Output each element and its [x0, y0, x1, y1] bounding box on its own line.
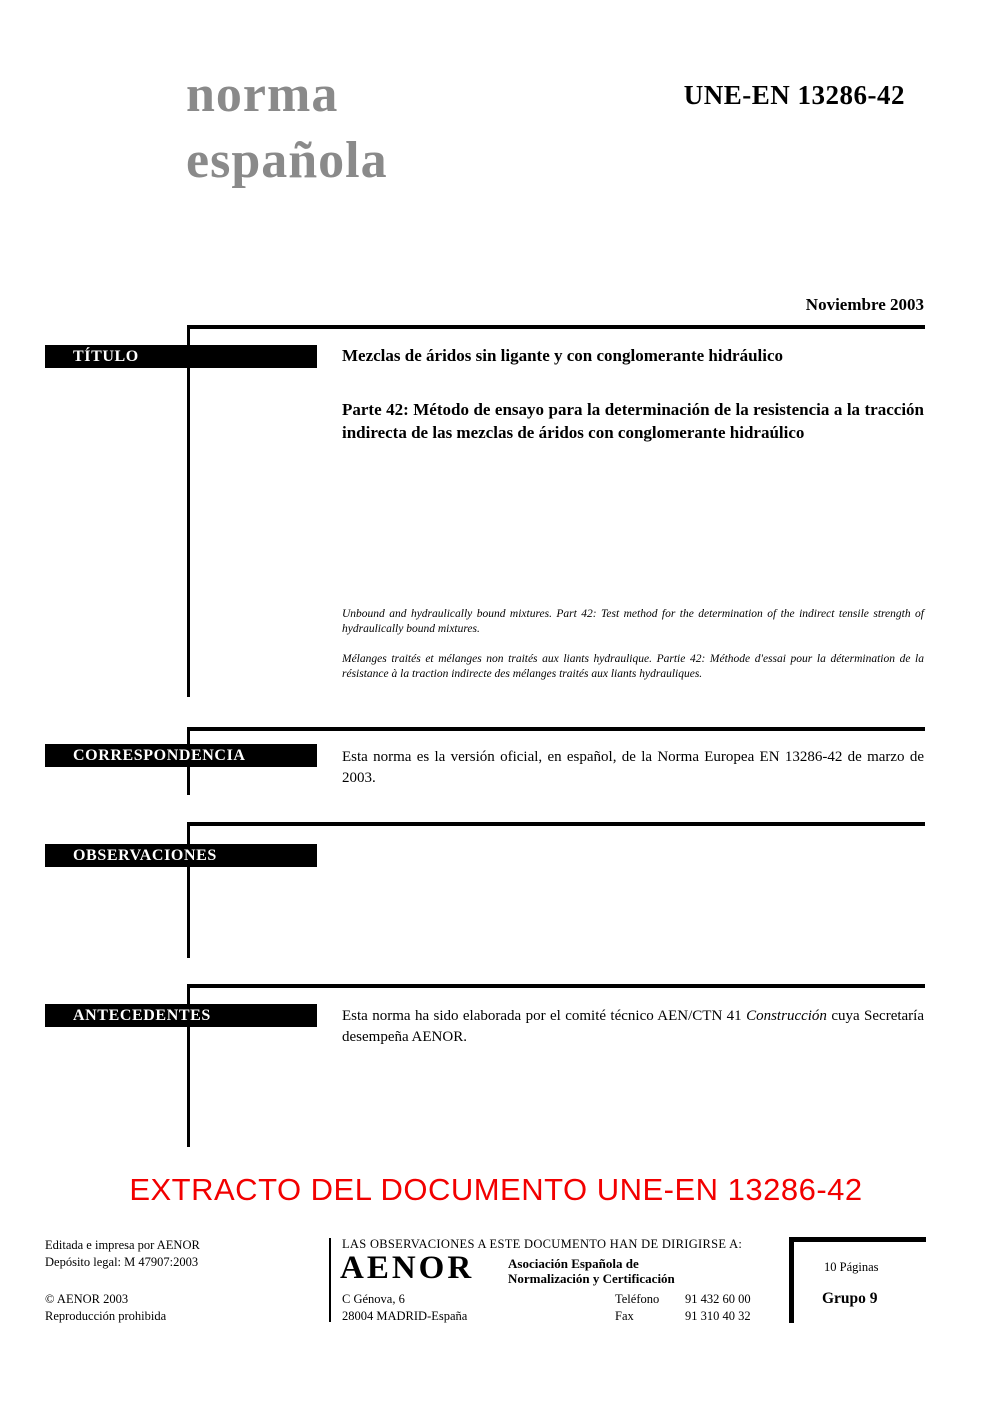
standard-code: UNE-EN 13286-42: [683, 80, 905, 110]
phone-label: Teléfono: [615, 1292, 660, 1306]
footer-publisher-block: [45, 1237, 200, 1271]
org-name-line-2: Normalización y Certificación: [508, 1271, 675, 1286]
fax-value: 91 310 40 32: [685, 1309, 751, 1323]
address-line-1: C Génova, 6: [342, 1292, 405, 1306]
aenor-org-name: [508, 1256, 675, 1286]
group-box-top-border: [789, 1237, 926, 1242]
antecedentes-label-bar: ANTECEDENTES: [45, 1004, 317, 1027]
title-english-translation: Unbound and hydraulically bound mixtures. Part 42: Test method for the determination of the indirect tensile strength of hydraulically bound mixtures.: [342, 608, 924, 635]
footer-reproduction-line: Reproducción prohibida: [45, 1309, 167, 1323]
extract-notice: EXTRACTO DEL DOCUMENTO UNE-EN 13286-42: [129, 1172, 863, 1207]
footer-divider: [329, 1238, 331, 1322]
antecedentes-text: [342, 1006, 924, 1048]
title-part-paragraph: Parte 42: Método de ensayo para la determinación de la resistencia a la tracción indirecta de las mezclas de áridos con conglomerante hidraúlico: [342, 400, 924, 442]
titulo-top-rule: [188, 325, 925, 329]
group-number: Grupo 9: [822, 1290, 878, 1307]
address-line-2: 28004 MADRID-España: [342, 1309, 468, 1323]
footer-published-line: Editada e impresa por AENOR: [45, 1238, 200, 1252]
observaciones-vertical-rule: [187, 822, 190, 958]
title-main-line: Mezclas de áridos sin ligante y con conglomerante hidráulico: [342, 346, 784, 365]
antecedentes-committee-name: Construcción: [746, 1008, 827, 1024]
correspondencia-text: Esta norma es la versión oficial, en español, de la Norma Europea EN 13286-42 de marzo de 2003.: [342, 749, 924, 786]
footer-notice: LAS OBSERVACIONES A ESTE DOCUMENTO HAN DE DIRIGIRSE A:: [342, 1237, 743, 1251]
org-name-line-1: Asociación Española de: [508, 1256, 639, 1271]
footer-copyright-line: © AENOR 2003: [45, 1292, 129, 1306]
correspondencia-label-bar: CORRESPONDENCIA: [45, 744, 317, 767]
antecedentes-text-after: cuya Secretaría desempeña AENOR.: [342, 1008, 925, 1045]
brand-line-2: española: [186, 132, 388, 189]
antecedentes-text-before: Esta norma ha sido elaborada por el comité técnico AEN/CTN 41: [342, 1008, 747, 1024]
publication-date: Noviembre 2003: [805, 295, 924, 314]
titulo-label-bar: TÍTULO: [45, 345, 317, 368]
brand-wordmark: [186, 62, 388, 194]
footer-address-block: [342, 1291, 467, 1325]
footer-contact-values: [685, 1291, 751, 1325]
phone-value: 91 432 60 00: [685, 1292, 751, 1306]
page-count: 10 Páginas: [824, 1260, 879, 1274]
title-french-translation: Mélanges traités et mélanges non traités aux liants hydraulique. Partie 42: Méthode d'essai pour la détermination de la résistance à la traction indirecte des mélanges traités aux liants hydrauliques.: [342, 653, 924, 680]
brand-line-1: norma: [186, 66, 339, 123]
group-box-left-border: [789, 1237, 794, 1323]
observaciones-top-rule: [188, 822, 925, 826]
footer-copyright-block: [45, 1291, 166, 1325]
titulo-vertical-rule: [187, 325, 190, 697]
aenor-logo: AENOR: [340, 1250, 475, 1286]
correspondencia-top-rule: [188, 727, 925, 731]
observaciones-label-bar: OBSERVACIONES: [45, 844, 317, 867]
footer-deposit-line: Depósito legal: M 47907:2003: [45, 1255, 199, 1269]
footer-contact-labels: [615, 1291, 659, 1325]
fax-label: Fax: [615, 1309, 634, 1323]
antecedentes-top-rule: [188, 984, 925, 988]
